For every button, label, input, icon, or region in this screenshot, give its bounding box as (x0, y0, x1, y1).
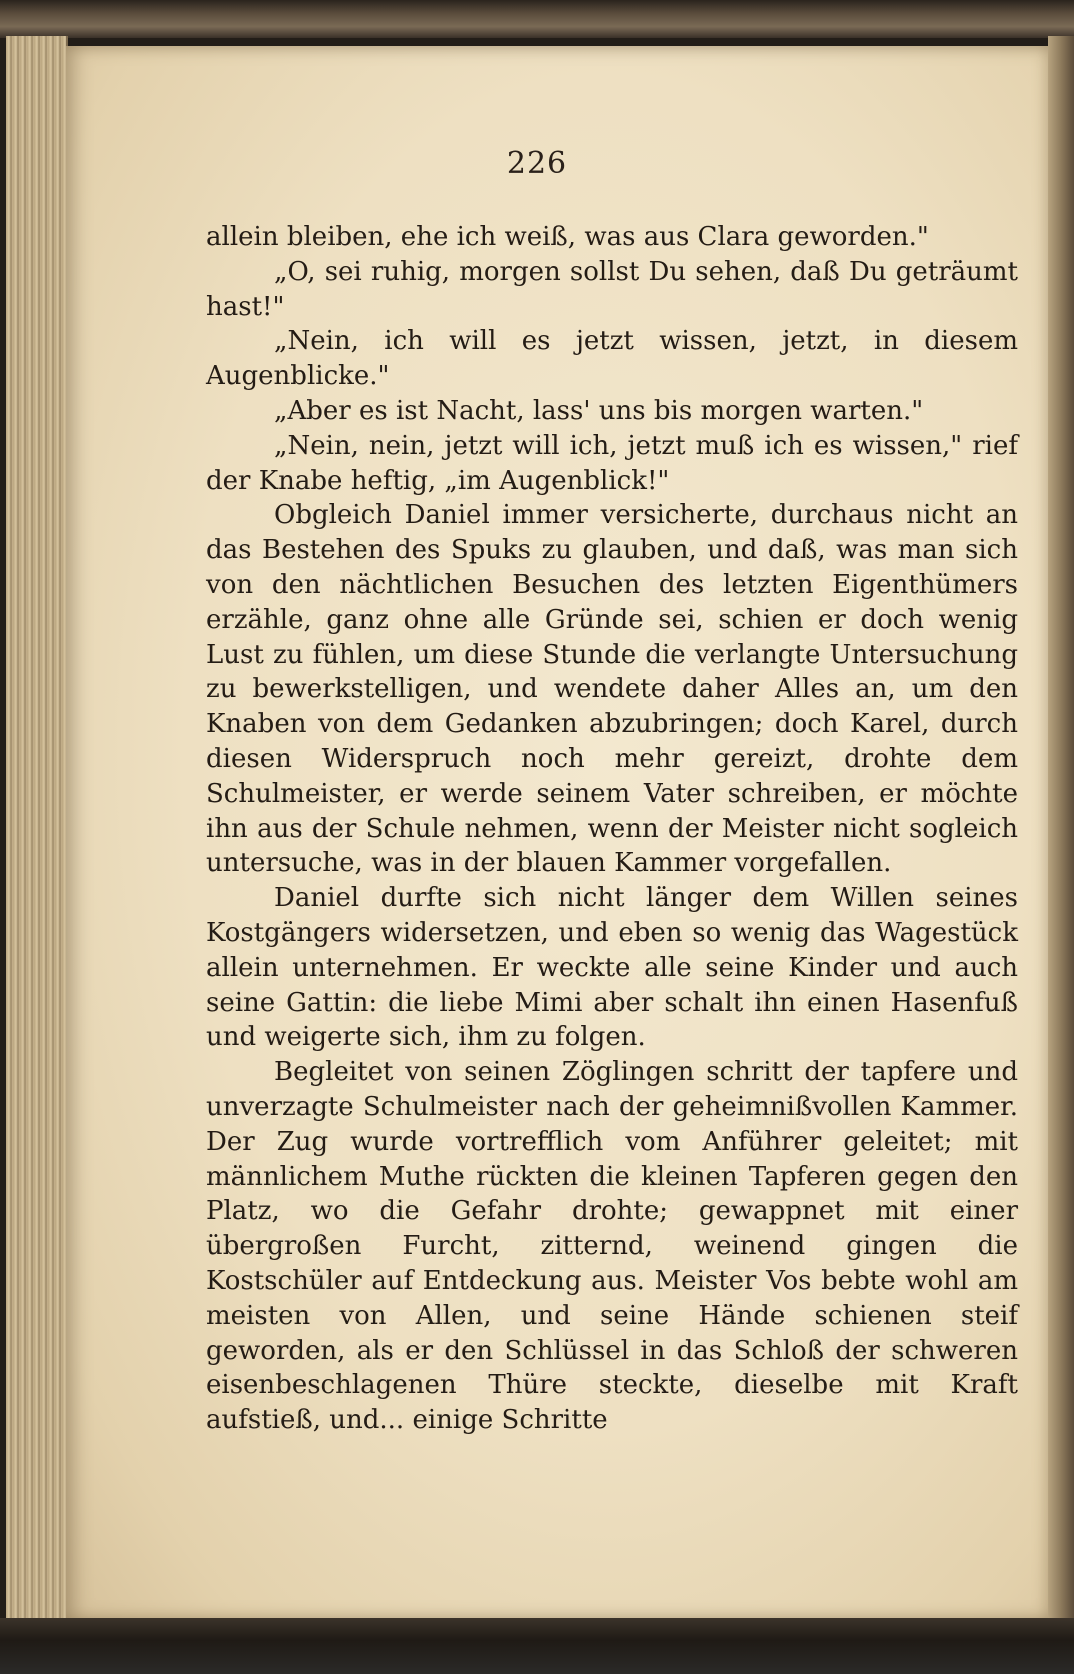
book-right-edge (1048, 36, 1074, 1626)
page-stack-left (6, 36, 68, 1626)
paragraph: „Aber es ist Nacht, lass' uns bis morgen warten." (274, 395, 924, 426)
page-number: 226 (506, 146, 568, 181)
paragraph: allein bleiben, ehe ich weiß, was aus Clara geworden." (206, 222, 929, 252)
paragraph: Daniel durfte sich nicht länger dem Willen seines Kostgängers widersetzen, und eben so wenig das Wagestück allein unternehmen. Er weckte alle seine Kinder und auch seine Gattin: die liebe Mimi aber schalt ihn einen Hasenfuß und weigerte sich, ihm zu folgen. (206, 883, 1018, 1053)
book-bottom-edge (0, 1618, 1074, 1674)
paragraph: „Nein, nein, jetzt will ich, jetzt muß ich es wissen," rief der Knabe heftig, „im Augenblick!" (206, 430, 1018, 496)
book-top-edge (0, 0, 1074, 38)
paragraph: Begleitet von seinen Zöglingen schritt der tapfere und unverzagte Schulmeister nach der geheimnißvollen Kammer. Der Zug wurde vortrefflich vom Anführer geleitet; mit männlichem Muthe rückten die kleinen Tapferen gegen den Platz, wo die Gefahr drohte; gewappnet mit einer übergroßen Furcht, zitternd, weinend gingen die Kostschüler auf Entdeckung aus. Meister Vos bebte wohl am meisten von Allen, und seine Hände schienen steif geworden, als er den Schlüssel in das Schloß der schweren eisenbeschlagenen Thüre steckte, dieselbe mit Kraft aufstieß, und... einige Schritte (206, 1057, 1018, 1436)
page-body-text (206, 220, 1018, 1438)
paragraph: Obgleich Daniel immer versicherte, durchaus nicht an das Bestehen des Spuks zu glauben, und daß, was man sich von den nächtlichen Besuchen des letzten Eigenthümers erzähle, ganz ohne alle Gründe sei, schien er doch wenig Lust zu fühlen, um diese Stunde die verlangte Untersuchung zu bewerkstelligen, und wendete daher Alles an, um den Knaben von dem Gedanken abzubringen; doch Karel, durch diesen Widerspruch noch mehr gereizt, drohte dem Schulmeister, er werde seinem Vater schreiben, er möchte ihn aus der Schule nehmen, wenn der Meister nicht sogleich untersuche, was in der blauen Kammer vorgefallen. (206, 500, 1018, 879)
paragraph: „O, sei ruhig, morgen sollst Du sehen, daß Du geträumt hast!" (206, 256, 1018, 322)
paragraph: „Nein, ich will es jetzt wissen, jetzt, in diesem Augenblicke." (206, 326, 1018, 392)
